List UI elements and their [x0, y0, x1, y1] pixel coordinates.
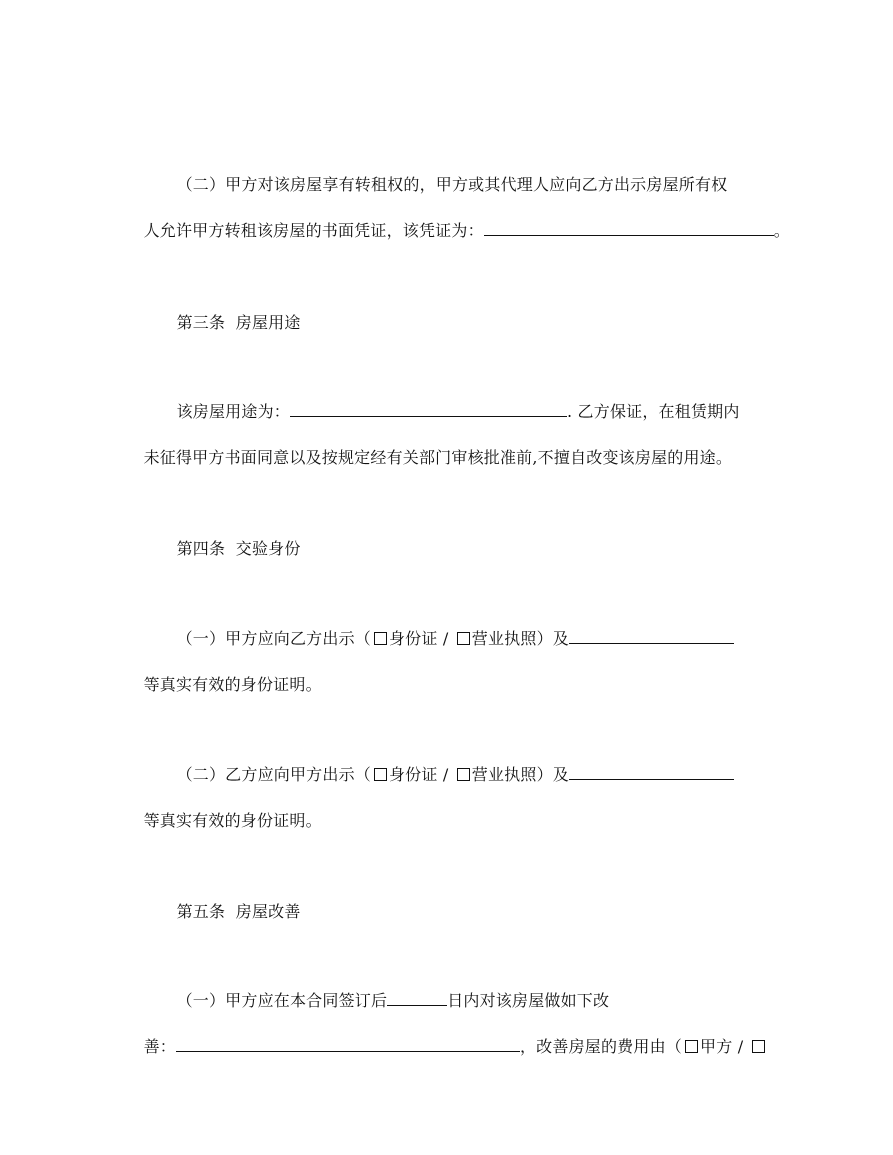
article-5-item-1-suffix: 日内对该房屋做如下改 [447, 991, 610, 1010]
article-5-item-1-sep: / [732, 1037, 749, 1056]
party-a-cost-checkbox[interactable] [685, 1040, 698, 1053]
article-4-item-1-opt1: 身份证 [388, 629, 438, 648]
article-4-heading [166, 516, 301, 560]
article-4-title: 第四条 交验身份 [176, 539, 301, 558]
party-a-id-blank[interactable] [569, 629, 734, 644]
article-3-heading [166, 290, 301, 334]
party-b-cost-checkbox[interactable] [752, 1040, 765, 1053]
days-blank[interactable] [387, 991, 447, 1006]
article-3-line-1 [166, 379, 740, 423]
article-3-title: 第三条 房屋用途 [176, 313, 301, 332]
article-5-item-1-line2-prefix: 善： [143, 1037, 176, 1056]
article-4-item-1-line-1 [166, 606, 734, 650]
improvement-blank[interactable] [176, 1037, 520, 1052]
article-5-title: 第五条 房屋改善 [176, 902, 301, 921]
article-5-heading [166, 879, 301, 923]
paragraph-2-end: 。 [773, 221, 790, 240]
article-4-item-1-sep: / [437, 629, 454, 648]
article-4-item-1-prefix: （一）甲方应向乙方出示（ [176, 629, 371, 648]
article-4-item-2-opt1: 身份证 [388, 765, 438, 784]
id-card-checkbox[interactable] [374, 632, 387, 645]
party-b-id-blank[interactable] [569, 765, 734, 780]
business-license-checkbox-b[interactable] [457, 768, 470, 781]
article-3-line-2 [133, 425, 732, 469]
paragraph-2-line-2 [133, 198, 790, 242]
article-4-item-2-text-2: 等真实有效的身份证明。 [143, 811, 322, 830]
article-5-item-1-prefix: （一）甲方应在本合同签订后 [176, 991, 388, 1010]
business-license-checkbox[interactable] [457, 632, 470, 645]
article-5-item-1-opt1: 甲方 [700, 1037, 733, 1056]
article-4-item-2-line-1 [166, 742, 734, 786]
article-4-item-1-text-2: 等真实有效的身份证明。 [143, 675, 322, 694]
article-5-item-1-line-1 [166, 968, 609, 1012]
paragraph-2-text-1: （二）甲方对该房屋享有转租权的，甲方或其代理人应向乙方出示房屋所有权 [176, 175, 728, 194]
paragraph-2-line-1 [166, 152, 727, 196]
article-4-item-2-line-2 [133, 788, 322, 832]
certificate-blank[interactable] [484, 221, 774, 236]
article-4-item-2-opt2: 营业执照）及 [471, 765, 569, 784]
article-4-item-1-opt2: 营业执照）及 [471, 629, 569, 648]
id-card-checkbox-b[interactable] [374, 768, 387, 781]
article-3-suffix: . 乙方保证，在租赁期内 [566, 402, 740, 421]
article-5-item-1-line-2 [133, 1014, 767, 1058]
article-4-item-2-prefix: （二）乙方应向甲方出示（ [176, 765, 371, 784]
article-3-prefix: 该房屋用途为： [176, 402, 290, 421]
article-5-item-1-line2-mid: ，改善房屋的费用由（ [519, 1037, 682, 1056]
article-4-item-2-sep: / [437, 765, 454, 784]
article-4-item-1-line-2 [133, 652, 322, 696]
article-3-text-2: 未征得甲方书面同意以及按规定经有关部门审核批准前,不擅自改变该房屋的用途。 [143, 448, 733, 467]
house-use-blank[interactable] [290, 402, 567, 417]
paragraph-2-text-2: 人允许甲方转租该房屋的书面凭证，该凭证为： [143, 221, 484, 240]
